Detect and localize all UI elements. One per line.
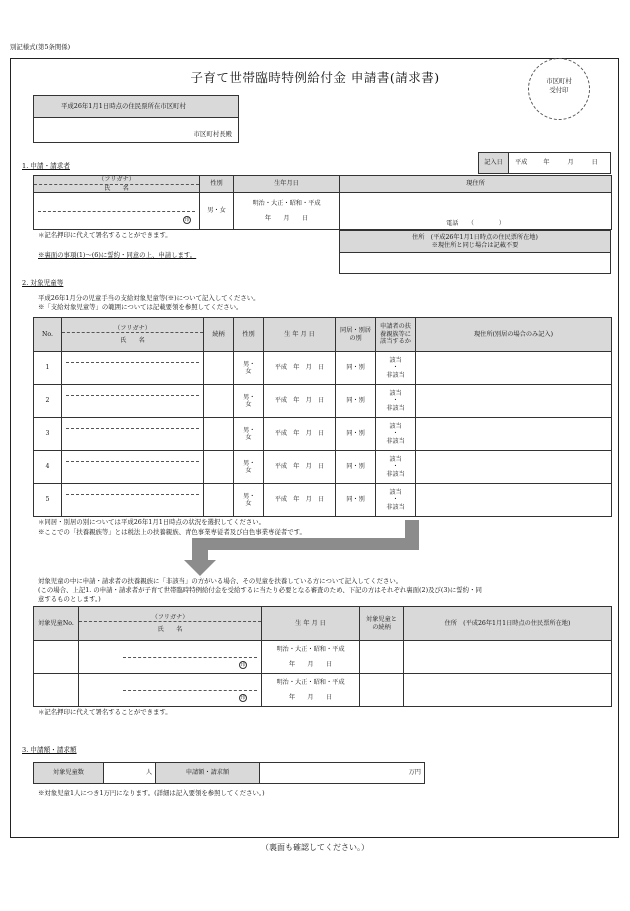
child-address-field[interactable]	[416, 451, 612, 484]
applicant-table	[33, 175, 612, 230]
child-dependent-field[interactable]	[376, 484, 416, 517]
year-text: 年	[543, 159, 550, 167]
month-text: 月	[567, 159, 574, 167]
child-no: 1	[34, 352, 62, 385]
child-address-field[interactable]	[416, 385, 612, 418]
agree-note: ※裏面の事項(1)～(6)に誓約・同意の上、申請します。	[38, 251, 197, 259]
child-dependent-field[interactable]	[376, 385, 416, 418]
guardian-no-header: 対象児童No.	[34, 607, 79, 641]
child-address-header: 現住所(別居の場合のみ記入)	[416, 318, 612, 352]
section2-title: 2. 対象児童等	[22, 279, 64, 287]
furigana-line	[66, 362, 199, 363]
child-living-field[interactable]: 同・別	[336, 385, 376, 418]
guardian-birth-field[interactable]	[262, 641, 360, 674]
section2b-intro2: (この場合、上記1. の申請・請求者が子育て世帯臨時特例給付金を受給するに当たり必要となる審査のため、下記の方はそれぞれ裏面(2)及び(3)に誓約・同	[38, 586, 482, 594]
section2-note1: ＊同居・別居の別については平成26年1月1日時点の状況を選択してください。	[38, 518, 266, 526]
child-living-field[interactable]: 同・別	[336, 352, 376, 385]
registered-address-label: 住所 (平成26年1月1日時点の住民票所在地)	[412, 234, 538, 242]
stamp-line-1: 市区町村	[546, 77, 572, 85]
child-living-field[interactable]: 同・別	[336, 418, 376, 451]
dep-no: 非該当	[386, 503, 405, 511]
furigana-line	[123, 646, 257, 658]
name-label: 氏 名	[157, 626, 183, 633]
seal-icon: 印	[240, 694, 246, 701]
amount-table	[33, 762, 425, 784]
dep-sep: ・	[392, 364, 399, 372]
dep-sep: ・	[392, 496, 399, 504]
table-row	[34, 674, 612, 707]
child-relation-field[interactable]	[204, 352, 234, 385]
guardian-no-field[interactable]	[34, 641, 79, 674]
furigana-line	[123, 679, 257, 691]
dep-no: 非該当	[386, 470, 405, 478]
child-birth-field[interactable]: 平成 年 月 日	[264, 385, 336, 418]
child-gender-field[interactable]: 男・女	[234, 484, 264, 517]
section2b-intro3: 意するものとします。)	[38, 595, 101, 603]
guardian-birth-header: 生 年 月 日	[262, 607, 360, 641]
child-address-field[interactable]	[416, 484, 612, 517]
child-name-field[interactable]	[62, 451, 204, 484]
section3-note: ※対象児童1人につき1万円になります。(詳細は記入要領を参照してください。)	[38, 789, 265, 797]
era-options: 明治・大正・昭和・平成	[252, 199, 321, 207]
dep-no: 非該当	[386, 371, 405, 379]
era-options: 明治・大正・昭和・平成	[276, 678, 345, 686]
day-text: 日	[591, 159, 598, 167]
child-no: 4	[34, 451, 62, 484]
phone-label: 電話 （ ）	[446, 219, 505, 227]
child-relation-field[interactable]	[204, 418, 234, 451]
footer-note: （裏面も確認してください。）	[261, 843, 369, 852]
child-no: 5	[34, 484, 62, 517]
child-living-field[interactable]: 同・別	[336, 484, 376, 517]
mayor-label: 市区町村長殿	[193, 130, 232, 139]
child-birth-header: 生 年 月 日	[264, 318, 336, 352]
child-birth-field[interactable]: 平成 年 月 日	[264, 418, 336, 451]
table-row	[34, 641, 612, 674]
furigana-label: （フリガナ）	[34, 176, 199, 184]
registered-address-table	[339, 230, 611, 274]
sign-note: ＊記名押印に代えて署名することができます。	[38, 231, 172, 239]
ymd-text: 年 月 日	[288, 661, 333, 668]
child-no: 3	[34, 418, 62, 451]
municipality-label: 平成26年1月1日時点の住民票所在市区町村	[34, 96, 238, 118]
guardian-address-header: 住所 (平成26年1月1日時点の住民票所在地)	[404, 607, 612, 641]
registered-address-header	[340, 231, 611, 253]
child-living-field[interactable]: 同・別	[336, 451, 376, 484]
child-gender-field[interactable]: 男・女	[234, 418, 264, 451]
dep-no: 非該当	[386, 404, 405, 412]
child-name-header	[62, 318, 204, 352]
ymd-text: 年 月 日	[264, 215, 309, 222]
name-label: 氏 名	[120, 337, 145, 344]
dep-sep: ・	[392, 463, 399, 471]
dep-yes: 該当	[389, 488, 402, 496]
child-count-label: 対象児童数	[34, 763, 104, 784]
child-name-field[interactable]	[62, 385, 204, 418]
address-header: 現住所	[340, 176, 612, 193]
amount-unit: 万円	[408, 769, 421, 777]
child-no: 2	[34, 385, 62, 418]
guardian-birth-field[interactable]	[262, 674, 360, 707]
down-arrow-icon	[160, 520, 420, 580]
guardian-name-field[interactable]	[79, 641, 262, 674]
child-birth-field[interactable]: 平成 年 月 日	[264, 451, 336, 484]
name-label: 氏 名	[104, 184, 129, 192]
section3-title: 3. 申請額・請求額	[22, 746, 77, 754]
applicant-name-field[interactable]	[34, 193, 200, 230]
child-relation-header: 続柄	[204, 318, 234, 352]
dep-yes: 該当	[389, 422, 402, 430]
section1-title: 1. 申請・請求者	[22, 162, 70, 170]
dep-yes: 該当	[389, 455, 402, 463]
table-row	[34, 418, 612, 451]
count-unit: 人	[145, 769, 152, 777]
guardian-table	[33, 606, 612, 707]
dep-sep: ・	[392, 430, 399, 438]
municipality-box	[33, 95, 239, 143]
child-gender-field[interactable]: 男・女	[234, 352, 264, 385]
dep-yes: 該当	[389, 356, 402, 364]
guardian-name-field[interactable]	[79, 674, 262, 707]
child-no-header: No.	[34, 318, 62, 352]
child-dependent-field[interactable]	[376, 451, 416, 484]
section2-intro2: ※「支給対象児童等」の範囲については記載要領を参照してください。	[38, 303, 243, 311]
amount-field[interactable]	[260, 763, 425, 784]
stamp-line-2: 受付印	[549, 86, 569, 95]
child-dependent-field[interactable]	[376, 418, 416, 451]
applicant-name-header	[34, 176, 200, 193]
table-row	[34, 385, 612, 418]
guardian-address-field[interactable]	[404, 641, 612, 674]
applicant-birth-field[interactable]	[234, 193, 340, 230]
guardian-address-field[interactable]	[404, 674, 612, 707]
dep-yes: 該当	[389, 389, 402, 397]
child-relation-field[interactable]	[204, 451, 234, 484]
guardian-name-header	[79, 607, 262, 641]
child-address-field[interactable]	[416, 352, 612, 385]
gender-header: 性別	[200, 176, 234, 193]
dep-sep: ・	[392, 397, 399, 405]
dep-no: 非該当	[386, 437, 405, 445]
section2b-note: ＊記名押印に代えて署名することができます。	[38, 708, 172, 716]
registered-address-field[interactable]	[340, 253, 611, 274]
era-options: 明治・大正・昭和・平成	[276, 645, 345, 653]
guardian-relation-header: 対象児童との続柄	[360, 607, 404, 641]
child-gender-header: 性別	[234, 318, 264, 352]
section2-intro1: 平成26年1月分の児童手当の支給対象児童等(※)について記入してください。	[38, 294, 260, 302]
table-row	[34, 484, 612, 517]
guardian-relation-field[interactable]	[360, 641, 404, 674]
entry-date-label: 記入日	[479, 153, 509, 174]
form-title: 子育て世帯臨時特例給付金 申請書(請求書)	[190, 70, 440, 85]
table-row	[34, 352, 612, 385]
furigana-label: （フリガナ）	[79, 614, 261, 622]
era-text: 平成	[515, 159, 528, 167]
section2b-intro1: 対象児童の中に申請・請求者の扶養親族に「非該当」の方がいる場合、その児童を扶養している方について記入してください。	[38, 577, 403, 585]
table-row	[34, 451, 612, 484]
child-name-field[interactable]	[62, 484, 204, 517]
furigana-line	[66, 461, 199, 462]
child-relation-field[interactable]	[204, 484, 234, 517]
child-dependent-header: 申請者の扶養親族等に該当するか	[376, 318, 416, 352]
ymd-text: 年 月 日	[288, 694, 333, 701]
child-name-field[interactable]	[62, 418, 204, 451]
seal-icon: 印	[184, 216, 190, 223]
child-birth-field[interactable]: 平成 年 月 日	[264, 352, 336, 385]
amount-label: 申請額・請求額	[156, 763, 260, 784]
child-count-field[interactable]	[104, 763, 156, 784]
child-relation-field[interactable]	[204, 385, 234, 418]
section2-note2: ※ここでの「扶養親族等」とは税法上の扶養親族、青色事業専従者及び白色事業専従者です。	[38, 528, 306, 536]
child-living-header: 同居・別居の別	[336, 318, 376, 352]
child-gender-field[interactable]: 男・女	[234, 451, 264, 484]
seal-icon: 印	[240, 661, 246, 668]
child-gender-field[interactable]: 男・女	[234, 385, 264, 418]
children-table	[33, 317, 612, 517]
guardian-relation-field[interactable]	[360, 674, 404, 707]
furigana-line	[66, 428, 199, 429]
form-label: 別記様式(第5条関係)	[10, 43, 71, 51]
registered-address-note: ※現住所と同じ場合は記載不要	[431, 241, 519, 249]
child-birth-field[interactable]: 平成 年 月 日	[264, 484, 336, 517]
applicant-gender-field[interactable]: 男・女	[200, 193, 234, 230]
child-dependent-field[interactable]	[376, 352, 416, 385]
entry-date-box	[478, 152, 611, 174]
reception-stamp-area	[528, 58, 590, 120]
applicant-furigana-line	[38, 199, 195, 212]
child-name-field[interactable]	[62, 352, 204, 385]
furigana-label: （フリガナ）	[62, 325, 203, 333]
furigana-line	[66, 494, 199, 495]
applicant-address-field[interactable]	[340, 193, 612, 230]
birth-header: 生年月日	[234, 176, 340, 193]
furigana-line	[66, 395, 199, 396]
entry-date-field[interactable]	[509, 153, 611, 174]
child-address-field[interactable]	[416, 418, 612, 451]
guardian-no-field[interactable]	[34, 674, 79, 707]
